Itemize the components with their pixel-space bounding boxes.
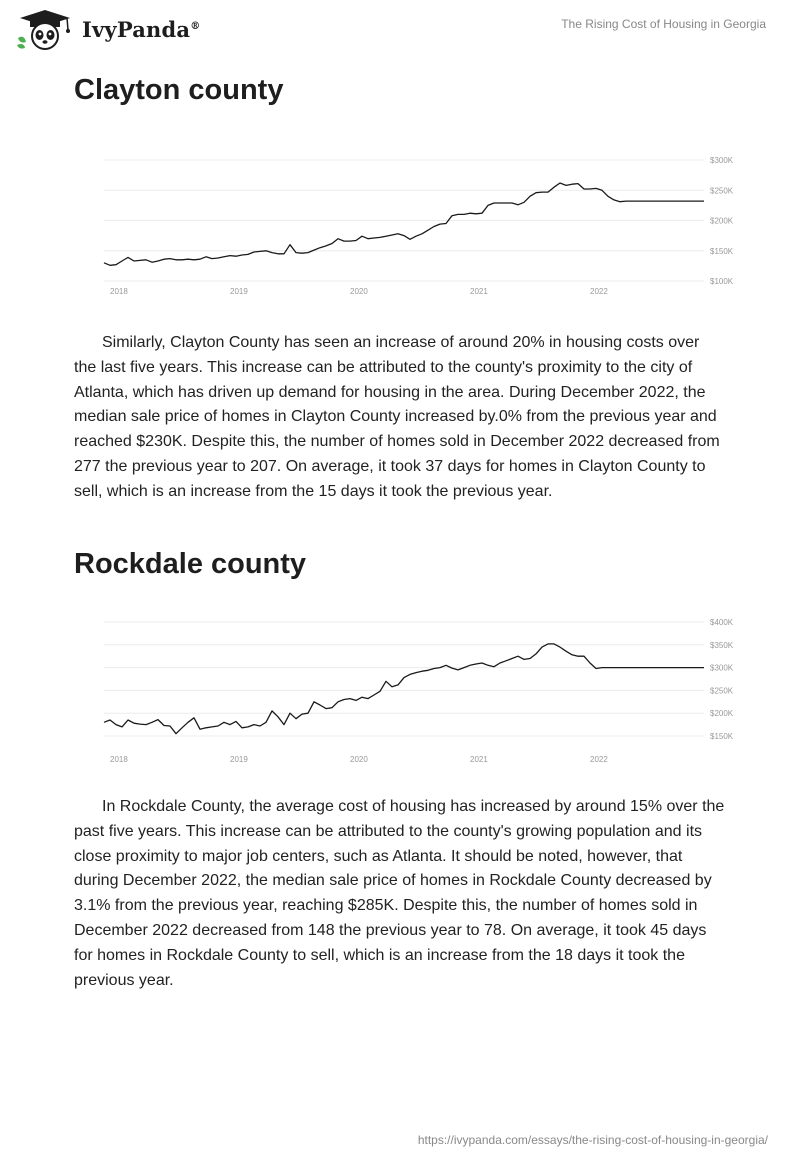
y-tick-label: $150K — [710, 732, 734, 741]
clayton-price-chart — [100, 152, 750, 300]
y-tick-label: $150K — [710, 246, 734, 256]
y-tick-label: $100K — [710, 277, 734, 286]
y-tick-label: $300K — [710, 663, 734, 673]
rockdale-paragraph: In Rockdale County, the average cost of housing has increased by around 15% over the past five years. This increase can be attributed to the county's growing population and its close proximity to major job centers, such as Atlanta. It should be noted, however, that during December 2022, the median sale price of homes in Rockdale County decreased by 3.1% from the previous year, reaching $285K. Despite this, the number of homes sold in December 2022 decreased from 148 the previous year to 78. On average, it took 45 days for homes in Rockdale County to sell, which is an increase from the 18 days it took the previous year. — [74, 798, 725, 989]
document-title: The Rising Cost of Housing in Georgia — [561, 17, 766, 31]
y-tick-label: $250K — [710, 686, 734, 696]
x-tick-label: 2018 — [110, 287, 128, 296]
x-tick-label: 2021 — [470, 287, 488, 296]
brand-name: IvyPanda® — [82, 16, 201, 42]
rockdale-price-chart — [100, 614, 750, 766]
clayton-chart-svg — [100, 152, 750, 300]
x-tick-label: 2019 — [230, 287, 248, 296]
panda-mascot-icon — [14, 8, 76, 50]
y-tick-label: $350K — [710, 640, 734, 650]
y-tick-label: $400K — [710, 618, 734, 627]
x-tick-label: 2020 — [350, 287, 368, 296]
y-tick-label: $200K — [710, 709, 734, 719]
series-line — [104, 183, 704, 265]
ivypanda-logo[interactable] — [14, 8, 200, 50]
x-tick-label: 2020 — [350, 755, 368, 764]
y-tick-label: $300K — [710, 156, 734, 165]
y-tick-label: $200K — [710, 216, 734, 226]
y-tick-label: $250K — [710, 186, 734, 196]
rockdale-chart-svg — [100, 614, 750, 766]
x-tick-label: 2018 — [110, 755, 128, 764]
section-heading-rockdale: Rockdale county — [74, 548, 307, 580]
x-tick-label: 2019 — [230, 755, 248, 764]
section-heading-clayton: Clayton county — [74, 74, 284, 106]
x-tick-label: 2021 — [470, 755, 488, 764]
x-tick-label: 2022 — [590, 287, 608, 296]
series-line — [104, 644, 704, 734]
x-tick-label: 2022 — [590, 755, 608, 764]
clayton-paragraph: Similarly, Clayton County has seen an increase of around 20% in housing costs over the last five years. This increase can be attributed to the county's proximity to the city of Atlanta, which has driven up demand for housing in the area. During December 2022, the median sale price of homes in Clayton County increased by.0% from the previous year and reached $230K. Despite this, the number of homes sold in December 2022 decreased from 277 the previous year to 207. On average, it took 37 days for homes in Clayton County to sell, which is an increase from the 15 days it took the previous year. — [74, 334, 720, 500]
footer-url[interactable]: https://ivypanda.com/essays/the-rising-cost-of-housing-in-georgia/ — [417, 1133, 768, 1147]
